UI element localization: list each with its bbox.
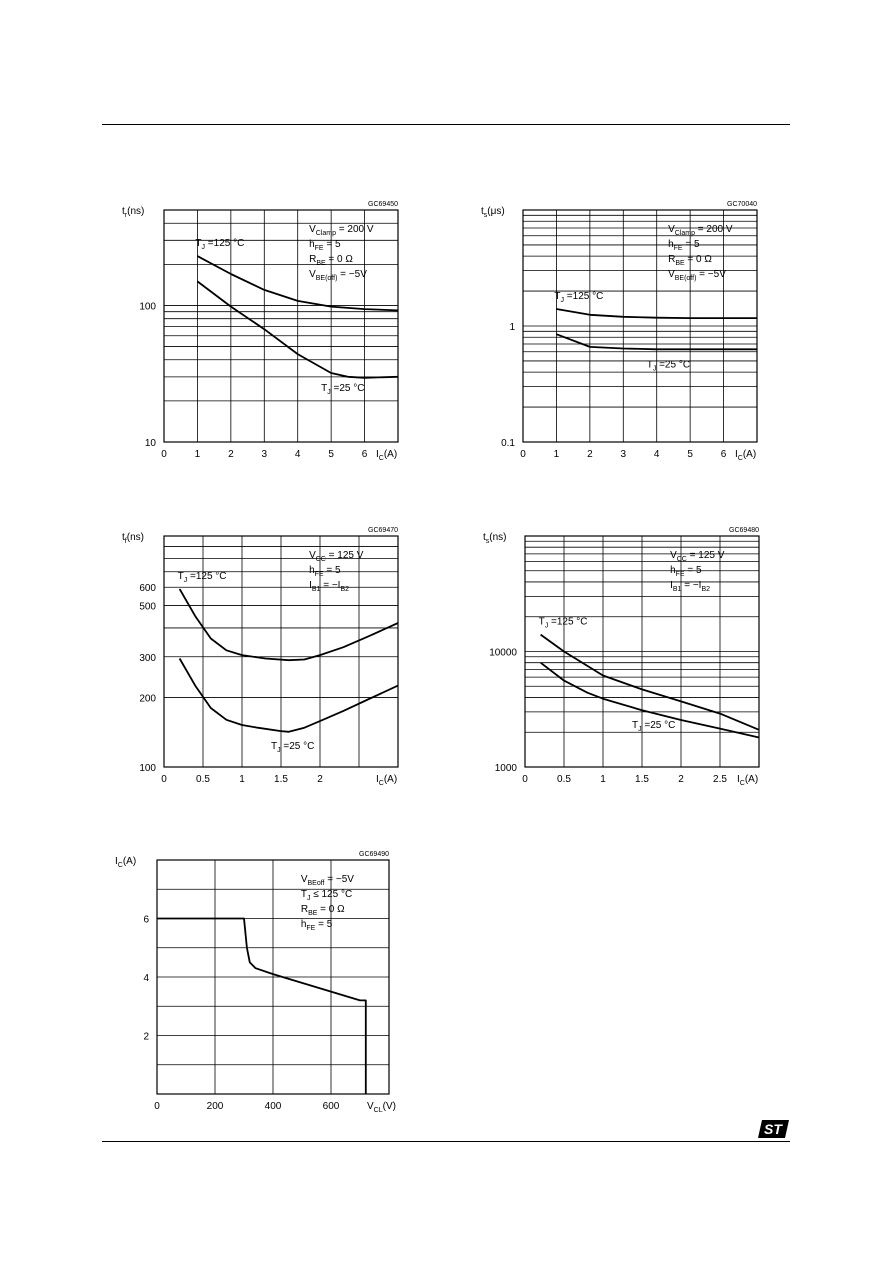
- gc69450-x-tick-label: 6: [361, 449, 368, 460]
- gc69450-x-axis-title: $I_C(A)$: [376, 449, 398, 462]
- gc70040-x-tick-label: 5: [687, 449, 693, 460]
- gc69470-x-tick-label: 2: [317, 774, 323, 785]
- gc70040-y-axis-title: $t_s(\mu s)$: [481, 206, 505, 219]
- gc70040-x-tick-label: 6: [720, 449, 727, 460]
- gc69490-condition: $T_J \le 125$ °C: [300, 889, 353, 902]
- gc70040-y-tick-label: 0.1: [501, 438, 515, 449]
- gc69450-condition: $R_{BE} = 0$ Ω: [309, 254, 353, 267]
- gc69490-y-axis-title: $I_C(A)$: [115, 856, 137, 869]
- gc69470-x-axis-title: $I_C(A)$: [376, 774, 398, 787]
- gc69480-x-tick-label: 1.5: [635, 774, 649, 785]
- gc70040-condition: $R_{BE} = 0$ Ω: [668, 254, 712, 267]
- gc69470-y-tick-label: 300: [139, 652, 156, 664]
- gc69450-y-tick-label: 100: [139, 301, 156, 313]
- gc69490-condition: $V_{BEoff} = -5V$: [300, 874, 354, 887]
- gc69490-condition: $R_{BE} = 0$ Ω: [300, 904, 345, 917]
- gc69490-x-tick-label: 0: [154, 1101, 160, 1112]
- gc70040-y-tick-label: 1: [509, 322, 515, 333]
- gc69480-x-tick-label: 1: [600, 774, 606, 785]
- gc69470-y-tick-label: 500: [139, 601, 156, 613]
- gc69480-x-tick-label: 0: [522, 774, 528, 785]
- gc70040-condition: $V_{Clamp} = 200$ V: [668, 224, 733, 237]
- gc70040-x-tick-label: 0: [520, 449, 526, 460]
- gc69470-series-label: $T_J =125$ °C: [177, 570, 227, 584]
- gc69450-series-label: $T_J =25$ °C: [321, 383, 365, 397]
- gc69490-y-tick-label: 2: [143, 1031, 149, 1043]
- gc70040-x-tick-label: 3: [620, 449, 627, 460]
- gc69480-x-axis-title: $I_C(A)$: [737, 774, 759, 787]
- gc69490-y-tick-label: 6: [143, 914, 149, 926]
- gc69490-x-tick-label: 400: [264, 1101, 282, 1112]
- gc69450-condition: $V_{BE(off)} = -5V$: [309, 269, 367, 282]
- gc70040-x-tick-label: 1: [553, 449, 560, 460]
- gc69470-series-line: [180, 589, 398, 660]
- gc69490-condition: $h_{FE} = 5$: [300, 919, 333, 932]
- gc69490-y-tick-label: 4: [143, 973, 149, 984]
- gc69480-x-tick-label: 2: [678, 774, 684, 785]
- gc69480-series-line: [541, 635, 759, 730]
- gc69480-series-label: $T_J =125$ °C: [538, 616, 588, 630]
- gc69490-x-tick-label: 200: [206, 1101, 224, 1112]
- gc69450-x-tick-label: 5: [328, 449, 334, 460]
- gc70040-series-label: $T_J =125$ °C: [554, 291, 604, 305]
- svg-text:ST: ST: [764, 1121, 782, 1137]
- gc70040-condition: $h_{FE} = 5$: [668, 239, 700, 252]
- gc69450-condition: $V_{Clamp} = 200$ V: [309, 224, 374, 237]
- gc69470-x-tick-label: 1.5: [274, 774, 288, 785]
- gc69450-series-label: $T_J =125$ °C: [195, 238, 245, 252]
- gc70040-x-axis-title: $I_C(A)$: [735, 449, 757, 462]
- gc69470-y-tick-label: 600: [139, 583, 156, 595]
- st-logo: [756, 1118, 790, 1140]
- gc69450-y-axis-title: $t_r(ns)$: [122, 206, 145, 219]
- gc69470-x-tick-label: 1: [239, 774, 245, 785]
- gc70040-x-tick-label: 4: [653, 449, 660, 460]
- gc69450-x-tick-label: 2: [228, 449, 234, 460]
- gc69450-x-tick-label: 1: [194, 449, 201, 460]
- gc69470-condition: $h_{FE} = 5$: [309, 565, 341, 578]
- gc69480-y-tick-label: 1000: [494, 763, 517, 774]
- gc69480-condition: $V_{CC} = 125$ V: [670, 550, 725, 563]
- gc69450-x-tick-label: 4: [294, 449, 301, 460]
- gc69470-x-tick-label: 0: [161, 774, 167, 785]
- gc69480-condition: $h_{FE} = 5$: [670, 565, 702, 578]
- gc69490-x-tick-label: 600: [322, 1101, 340, 1112]
- gc70040-code-label: GC70040: [727, 201, 757, 208]
- gc70040-x-tick-label: 2: [587, 449, 593, 460]
- gc69470-condition: $V_{CC} = 125$ V: [309, 550, 364, 563]
- gc69470-condition: $I_{B1} = -I_{B2}$: [309, 580, 350, 593]
- gc69480-y-axis-title: $t_s(ns)$: [483, 532, 507, 545]
- gc69480-x-tick-label: 0.5: [557, 774, 571, 785]
- gc69470-y-tick-label: 100: [139, 763, 156, 774]
- gc69470-y-tick-label: 200: [139, 693, 156, 705]
- gc69450-condition: $h_{FE} = 5$: [309, 239, 341, 252]
- gc69480-condition: $I_{B1} = -I_{B2}$: [670, 580, 711, 593]
- gc69450-x-tick-label: 3: [261, 449, 268, 460]
- gc69480-x-tick-label: 2.5: [713, 774, 727, 785]
- gc69480-series-label: $T_J =25$ °C: [632, 720, 676, 734]
- gc69470-code-label: GC69470: [368, 527, 398, 534]
- gc70040-series-label: $T_J =25$ °C: [646, 359, 691, 373]
- gc69470-series-line: [180, 659, 398, 732]
- gc70040-condition: $V_{BE(off)} = -5V$: [668, 269, 726, 282]
- gc69490-code-label: GC69490: [359, 851, 389, 858]
- gc69470-series-label: $T_J =25$ °C: [271, 741, 315, 755]
- gc69490-x-axis-title: $V_{CL}(V)$: [367, 1101, 396, 1114]
- gc69450-code-label: GC69450: [368, 201, 398, 208]
- gc69480-y-tick-label: 10000: [489, 647, 517, 659]
- gc69470-y-axis-title: $t_f(ns)$: [122, 532, 144, 545]
- gc69450-y-tick-label: 10: [144, 438, 156, 449]
- gc69470-x-tick-label: 0.5: [196, 774, 210, 785]
- gc69450-x-tick-label: 0: [161, 449, 167, 460]
- gc69480-code-label: GC69480: [729, 527, 759, 534]
